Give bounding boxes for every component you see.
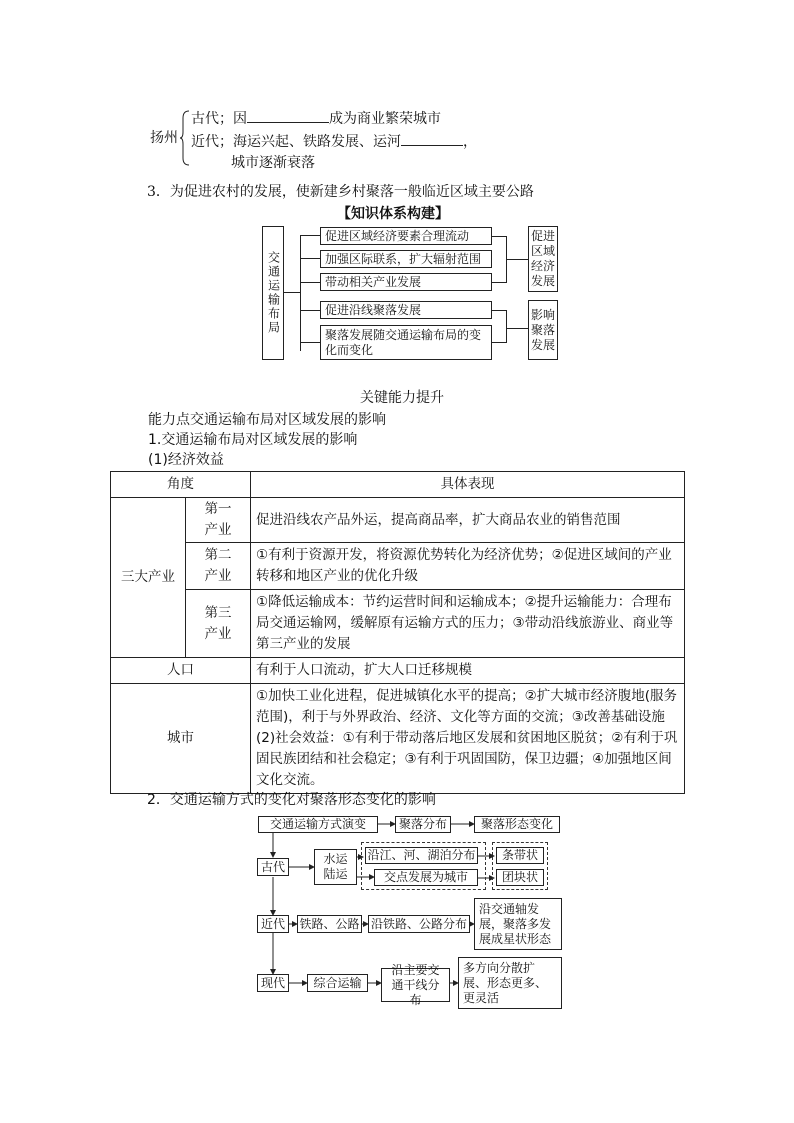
integrated-box: 综合运输	[307, 974, 368, 992]
detail-cell: ①降低运输成本：节约运营时间和运输成本；②提升运输能力：合理布局交通运输网，缓解原有运输方式的压力；③带动沿线旅游业、商业等第三产业的发展	[251, 590, 685, 658]
knowledge-title: 【知识体系构建】	[337, 206, 449, 222]
era-modern-early: 近代	[257, 915, 289, 933]
yangzhou-ancient: 古代；因 成为商业繁荣城市	[191, 108, 441, 129]
yangzhou-modern: 近代；海运兴起、铁路发展、运河 ，	[191, 131, 477, 152]
industry-cell: 第三产业	[186, 590, 251, 658]
three-industries-cell: 三大产业	[111, 498, 186, 658]
strip-box: 条带状	[496, 847, 544, 864]
subheading-1a: (1)经济效益	[148, 452, 224, 468]
point-3: 3．为促进农村的发展，使新建乡村聚落一般临近区域主要公路	[147, 184, 534, 200]
city-cell: 城市	[111, 684, 251, 794]
section-title: 关键能力提升	[360, 390, 444, 406]
effect-settlement: 影响聚落发展	[528, 300, 558, 360]
water-land-box: 水运陆运	[314, 849, 357, 885]
table-header: 角度	[111, 472, 251, 498]
subheading-1: 1.交通运输布局对区域发展的影响	[148, 432, 358, 448]
era-modern: 现代	[257, 974, 289, 992]
star-form-box: 沿交通轴发展，聚落多发展成星状形态	[474, 898, 562, 950]
root-box: 交通运输布局	[262, 226, 284, 360]
along-rail-box: 沿铁路、公路分布	[368, 915, 470, 933]
detail-cell: ①加快工业化进程，促进城镇化水平的提高；②扩大城市经济腹地(服务范围)，利于与外界政治、经济、文化等方面的交流；③改善基础设施(2)社会效益：①有利于带动落后地区发展和贫困地区脱贫；②有利于巩固民族团结和社会稳定；③有利于巩固国防，保卫边疆；④加强地区间文化交流。	[251, 684, 685, 794]
knowledge-item: 聚落发展随交通运输布局的变化而变化	[320, 325, 492, 360]
flow-header-form: 聚落形态变化	[474, 816, 560, 833]
knowledge-item: 加强区际联系，扩大辐射范围	[320, 250, 492, 268]
junction-box: 交点发展为城市	[374, 869, 478, 886]
knowledge-item: 促进沿线聚落发展	[320, 301, 492, 319]
along-rivers-box: 沿江、河、湖泊分布	[365, 847, 478, 864]
knowledge-item: 促进区域经济要素合理流动	[320, 227, 492, 245]
industry-cell: 第二产业	[186, 543, 251, 590]
point-2: 2．交通运输方式的变化对聚落形态变化的影响	[147, 792, 436, 808]
detail-cell: 促进沿线农产品外运，提高商品率，扩大商品农业的销售范围	[251, 498, 685, 543]
knowledge-item: 带动相关产业发展	[320, 273, 492, 291]
cluster-box: 团块状	[496, 869, 544, 886]
flow-header-transport: 交通运输方式演变	[258, 816, 378, 833]
industry-cell: 第一产业	[186, 498, 251, 543]
yangzhou-label: 扬州	[150, 130, 178, 146]
ability-point: 能力点交通运输布局对区域发展的影响	[148, 412, 386, 428]
multi-direction-box: 多方向分散扩展、形态更多、更灵活	[458, 957, 562, 1009]
effect-economy: 促进区域经济发展	[528, 226, 558, 292]
table-header: 具体表现	[251, 472, 685, 498]
population-cell: 人口	[111, 658, 251, 684]
rail-road-box: 铁路、公路	[297, 915, 362, 933]
yangzhou-modern-line2: 城市逐渐衰落	[231, 155, 315, 171]
era-ancient: 古代	[257, 858, 289, 876]
flow-header-distribution: 聚落分布	[395, 816, 451, 833]
along-main-box: 沿主要交通干线分布	[381, 968, 450, 1002]
detail-cell: 有利于人口流动，扩大人口迁移规模	[251, 658, 685, 684]
detail-cell: ①有利于资源开发，将资源优势转化为经济优势；②促进区域间的产业转移和地区产业的优化升级	[251, 543, 685, 590]
